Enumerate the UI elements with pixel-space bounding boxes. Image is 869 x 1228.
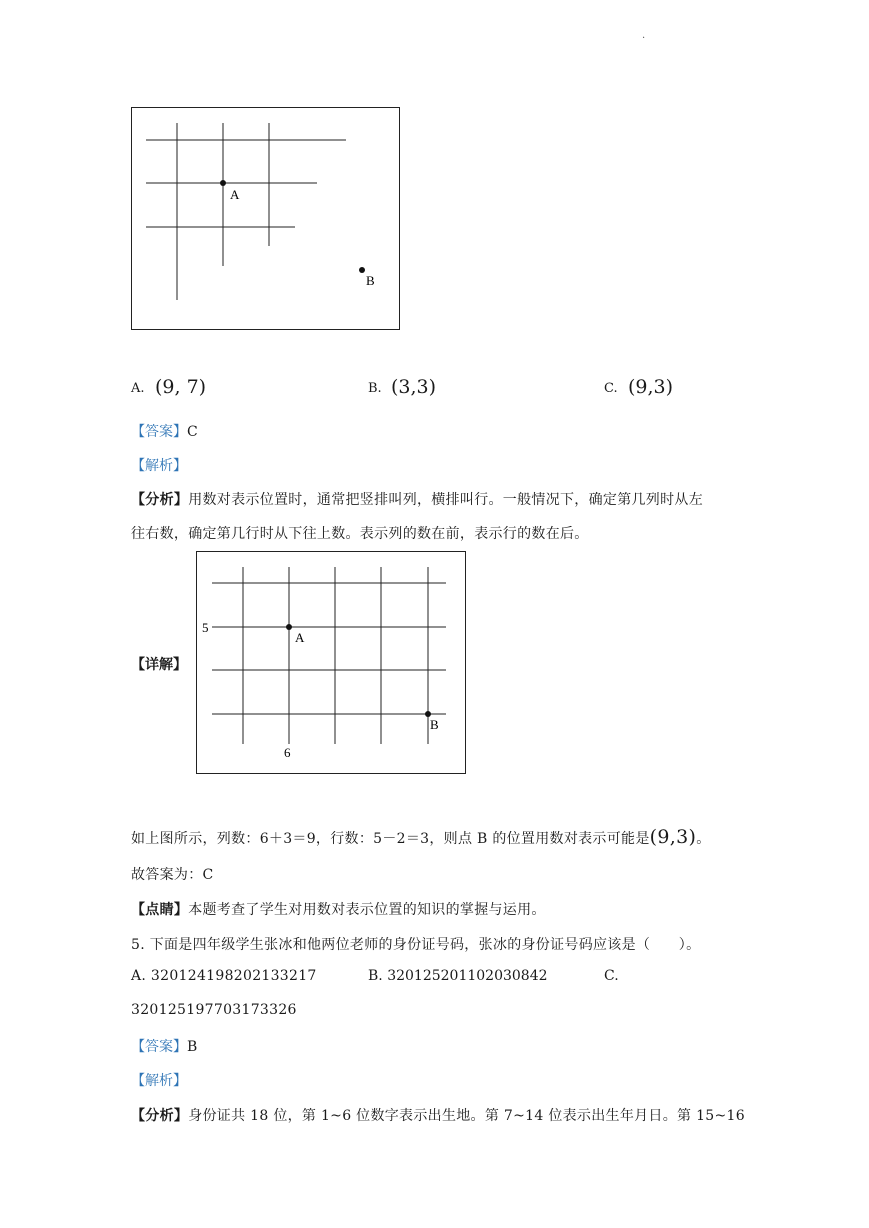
point-b-dot xyxy=(359,267,365,273)
analysis-1-tag: 【解析】 xyxy=(131,458,187,474)
explain-text: 如上图所示，列数：6＋3＝9，行数：5－2＝3，则点 B 的位置用数对表示可能是 xyxy=(131,831,650,847)
point-b-label: B xyxy=(366,273,375,288)
figure-1-border xyxy=(132,108,400,330)
question-5-option-b: B. 320125201102030842 xyxy=(368,968,548,984)
conclusion-1: 故答案为：C xyxy=(131,867,214,883)
fenxi-1-line-2: 往右数，确定第几行时从下往上数。表示列的数在前，表示行的数在后。 xyxy=(131,526,589,542)
explain-end: 。 xyxy=(696,831,711,847)
question-5-option-c-value: 320125197703173326 xyxy=(131,1002,297,1018)
dianjing-1-text: 本题考查了学生对用数对表示位置的知识的掌握与运用。 xyxy=(188,902,546,918)
figure-2-border xyxy=(197,552,466,774)
point2-b-label: B xyxy=(430,717,439,732)
row-label-5: 5 xyxy=(202,620,209,635)
question-5-text: 5. 下面是四年级学生张冰和他两位老师的身份证号码，张冰的身份证号码应该是（ ）。 xyxy=(131,937,701,953)
fenxi-2-text: 身份证共 18 位，第 1~6 位数字表示出生地。第 7~14 位表示出生年月日。第 15~16 xyxy=(188,1108,745,1124)
point2-a-label: A xyxy=(295,630,305,645)
option-a-label: A. xyxy=(131,381,145,396)
fenxi-1-line-1 xyxy=(131,489,703,509)
fenxi-2-tag: 【分析】 xyxy=(131,1108,189,1124)
fenxi-2-line xyxy=(131,1105,745,1125)
analysis-2-tag: 【解析】 xyxy=(131,1073,187,1089)
option-c-label: C. xyxy=(604,381,618,396)
question-5-option-c: C. xyxy=(604,968,619,984)
explain-line xyxy=(131,826,711,848)
grid-figure-1 xyxy=(131,107,400,330)
point2-a-dot xyxy=(286,624,292,630)
fenxi-1-tag: 【分析】 xyxy=(131,492,189,508)
answer-1 xyxy=(131,421,198,441)
answer-2-tag: 【答案】 xyxy=(131,1039,187,1055)
option-b-label: B. xyxy=(368,381,382,396)
explain-coord: (9,3) xyxy=(649,826,697,848)
point-a-dot xyxy=(220,180,226,186)
header-dot: . xyxy=(642,30,646,41)
answer-2 xyxy=(131,1036,197,1056)
detail-1-tag: 【详解】 xyxy=(131,657,187,673)
dianjing-1-tag: 【点睛】 xyxy=(131,902,189,918)
dianjing-1 xyxy=(131,899,546,919)
answer-2-value: B xyxy=(187,1039,198,1055)
grid-figure-2 xyxy=(196,551,466,774)
answer-1-value: C xyxy=(187,424,198,440)
col-label-6: 6 xyxy=(284,745,291,760)
point-a-label: A xyxy=(230,187,240,202)
answer-1-tag: 【答案】 xyxy=(131,424,187,440)
fenxi-1-text-1: 用数对表示位置时，通常把竖排叫列，横排叫行。一般情况下，确定第几列时从左 xyxy=(188,492,704,508)
option-a-value: (9, 7) xyxy=(155,376,207,398)
option-c-value: (9,3) xyxy=(628,376,674,398)
question-5-option-a: A. 320124198202133217 xyxy=(131,968,317,984)
option-b-value: (3,3) xyxy=(391,376,437,398)
